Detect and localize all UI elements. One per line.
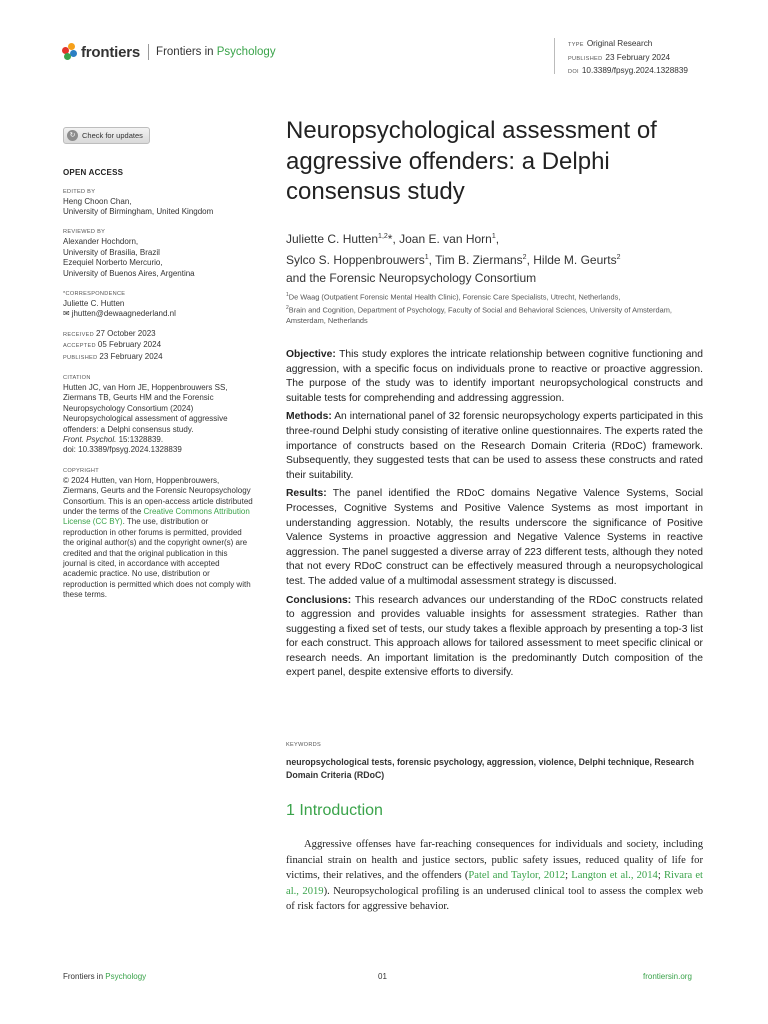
refresh-icon: ↻ <box>67 130 78 141</box>
intro-paragraph: Aggressive offenses have far-reaching consequences for individuals and society, including financial strain on health and justice sectors, public safety issues, reduced quality of life for victims, their relatives, and the offenders (Patel and Taylor, 2012; Langton et al., 2014; Rivara et al., 2019). Neuropsychological profiling is an underused clinical tool to assess the complex web of risk factors for aggressive behavior. <box>286 839 704 913</box>
correspondence: Juliette C. Hutten ✉ jhutten@dewaagnederland.nl <box>63 298 176 319</box>
copyright-label: COPYRIGHT <box>63 467 99 474</box>
article-sidebar <box>63 124 263 601</box>
affiliations: $^1$De Waag (Outpatient Forensic Mental Health Clinic), Forensic Care Specialists, Utrecht, Netherlands, $^2$Brain and Cognition, Department of Psychology, Faculty of Social and Behavioral Sciences, University of Amsterdam, Amsterdam, Netherlands <box>286 292 672 325</box>
author: Juliette C. Hutten <box>286 232 379 246</box>
author: Sylco S. Hoppenbrouwers <box>286 252 425 267</box>
author-list: Juliette C. Hutten$^{1,2}$*, Joan E. van Horn$^1$, Sylco S. Hoppenbrouwers$^1$, Tim B. Ziermans$^2$, Hilde M. Geurts$^2$ and the Forensic Neuropsychology Consortium <box>286 232 621 285</box>
keywords: neuropsychological tests, forensic psychology, aggression, violence, Delphi technique, Research Domain Criteria (RDoC) <box>286 757 695 780</box>
meta-published: PUBLISHED 23 February 2024 <box>568 52 671 62</box>
header-divider <box>148 44 149 60</box>
correspondence-email[interactable]: jhutten@dewaagnederland.nl <box>71 309 176 319</box>
abstract-conclusions: Conclusions: This research advances our understanding of the RDoC constructs related to aggression and provides valuable insights for assessment strategies. Rather than suggesting a fixed set of tests, our study takes a flexible approach by presenting a top-3 list for each construct. This approach allows for tailored assessment to meet specific clinical or research needs. An important limitation is the predominantly Dutch composition of the expert panel, despite extensive efforts to diversify. <box>286 594 703 679</box>
author: Tim B. Ziermans <box>435 252 523 267</box>
citation-label: CITATION <box>63 374 91 381</box>
article-meta <box>554 38 688 74</box>
citation: Hutten JC, van Horn JE, Hoppenbrouwers SS, Ziermans TB, Geurts HM and the Forensic Neuropsychology Consortium (2024) Neuropsychological assessment of aggressive offenders: a Delphi consensus study. Front. Psychol. 15:1328839. doi: 10.3389/fpsyg.2024.1328839 <box>63 382 228 455</box>
reference-link[interactable]: Langton et al., 2014 <box>571 870 658 882</box>
author: Joan E. van Horn <box>399 232 492 246</box>
author: Hilde M. Geurts <box>533 252 617 267</box>
frontiers-logo-icon <box>62 43 78 61</box>
envelope-icon: ✉ <box>63 309 70 319</box>
abstract <box>286 348 703 685</box>
section-heading: 1 Introduction <box>286 802 383 819</box>
reviewed-by-label: REVIEWED BY <box>63 229 106 236</box>
check-for-updates-button[interactable]: ↻ Check for updates <box>63 127 150 144</box>
open-access-label: OPEN ACCESS <box>63 167 124 177</box>
keywords-label: KEYWORDS <box>286 742 322 748</box>
abstract-results: Results: The panel identified the RDoC domains Negative Valence Systems, Social Processes, Cognitive Systems and Positive Valence Systems as most important in understanding aggression. Notably, the results underscore the significance of Positive Valence Systems in proactive aggression and Negative Valence Systems in reactive aggression. The panel suggested a diverse array of 223 different tests, although they noted that not every RDoC construct can be effectively measured through a neuropsychological test. The added value of a multimodal assessment strategy is discussed. <box>286 488 703 587</box>
reference-link[interactable]: Patel and Taylor, 2012 <box>468 870 566 882</box>
article-title: Neuropsychological assessment of aggressive offenders: a Delphi consensus study <box>286 117 657 205</box>
editor: Heng Choon Chan, University of Birmingham, United Kingdom <box>63 196 214 216</box>
meta-type: TYPE Original Research <box>568 39 653 48</box>
consortium: and the Forensic Neuropsychology Consortium <box>286 271 537 285</box>
abstract-objective: Objective: This study explores the intricate relationship between cognitive functioning and aggression, with a specific focus on individuals prone to reactive or proactive aggression. The purpose of the study was to identify important neuropsychological constructs and suitable tests for comprehending and addressing aggression. <box>286 349 703 404</box>
reviewers: Alexander Hochdorn, University of Brasilia, Brazil Ezequiel Norberto Mercurio, University of Buenos Aires, Argentina <box>63 237 195 278</box>
footer-site-link[interactable]: frontiersin.org <box>643 972 692 981</box>
journal-header <box>62 43 276 61</box>
edited-by-label: EDITED BY <box>63 188 96 195</box>
meta-doi: DOI 10.3389/fpsyg.2024.1328839 <box>568 66 688 75</box>
correspondence-label: *CORRESPONDENCE <box>63 290 126 297</box>
journal-name: Frontiers in Psychology <box>156 46 276 58</box>
copyright-text: © 2024 Hutten, van Horn, Hoppenbrouwers, Ziermans, Geurts and the Forensic Neuropsychology Consortium. This is an open-access article distributed under the terms of the Creative Commons Attribution License (CC BY). The use, distribution or reproduction in other forums is permitted, provided the original author(s) and the copyright owner(s) are credited and that the original publication in this journal is cited, in accordance with accepted academic practice. No use, distribution or reproduction is permitted which does not comply with these terms. <box>63 475 253 600</box>
license-link[interactable]: Creative Commons Attribution License (CC BY) <box>63 507 250 527</box>
abstract-methods: Methods: An international panel of 32 forensic neuropsychology experts participated in this three-round Delphi study consisting of iterative online questionnaires. The experts rated the importance of constructs based on the Research Domain Criteria (RDoC) framework. Subsequently, they suggested tests that can be used to assess these constructs and rated their suitability. <box>286 411 703 481</box>
article-dates: RECEIVED 27 October 2023 ACCEPTED 05 February 2024 PUBLISHED 23 February 2024 <box>63 328 163 361</box>
page-number: 01 <box>378 972 387 981</box>
footer-journal: Frontiers in Psychology <box>63 972 147 981</box>
brand-name: frontiers <box>81 43 141 61</box>
reference-link[interactable]: Rivara et al., 2019 <box>286 870 704 897</box>
